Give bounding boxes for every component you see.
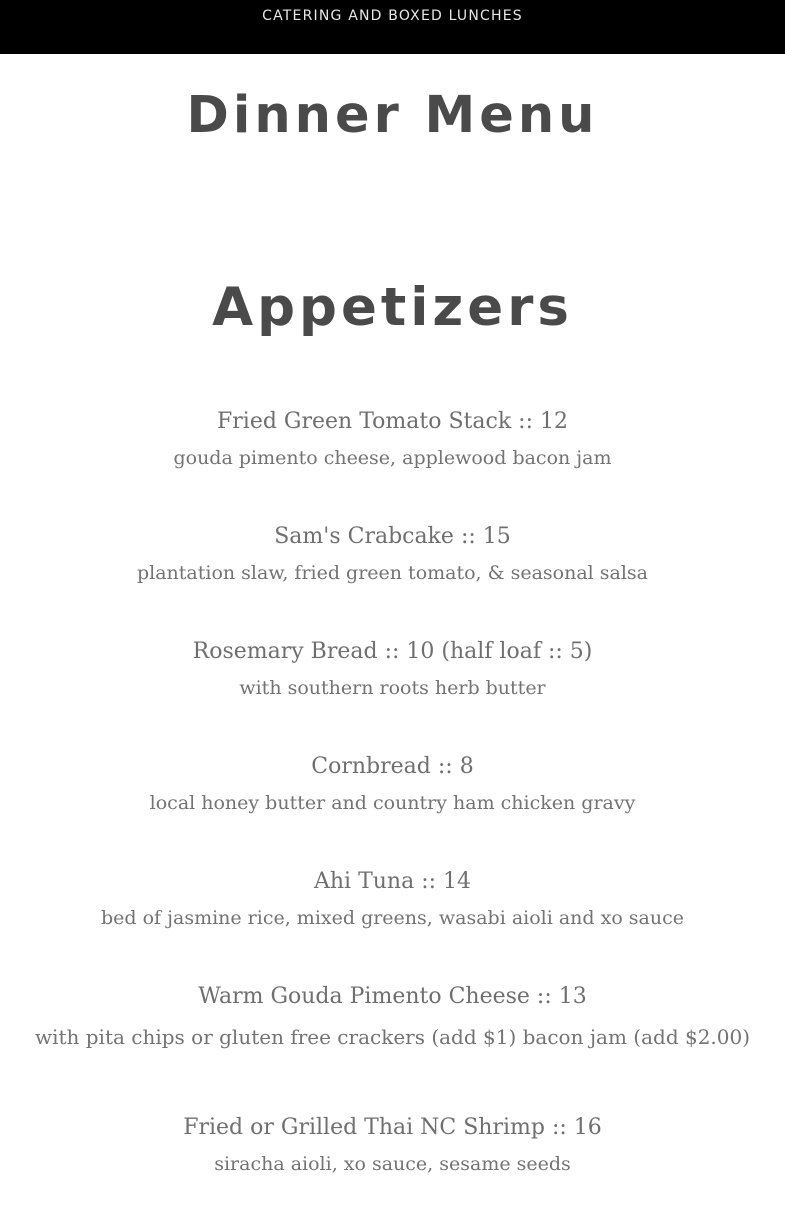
menu-item-sams-crabcake [0,519,785,634]
menu-item-rosemary-bread [0,634,785,749]
catering-boxed-lunches-link[interactable]: CATERING AND BOXED LUNCHES [262,8,523,24]
menu-item-name: Cornbread :: 8 [311,754,474,779]
menu-item-name: Fried Green Tomato Stack :: 12 [217,409,568,434]
menu-item-description: siracha aioli, xo sauce, sesame seeds [214,1153,571,1175]
page-title: Dinner Menu [186,86,599,145]
menu-item-cornbread [0,749,785,864]
menu-item-name: Fried or Grilled Thai NC Shrimp :: 16 [183,1115,602,1140]
menu-item-description: plantation slaw, fried green tomato, & seasonal salsa [136,562,649,584]
menu-item-thai-nc-shrimp [0,1110,785,1225]
menu-item-name: Rosemary Bread :: 10 (half loaf :: 5) [192,639,593,664]
appetizers-menu-list [0,404,785,1225]
menu-item-fried-green-tomato-stack [0,404,785,519]
menu-item-name: Warm Gouda Pimento Cheese :: 13 [198,984,587,1009]
top-bar [0,0,785,54]
menu-item-description: with pita chips or gluten free crackers (add $1) bacon jam (add $2.00) [34,1025,751,1049]
menu-item-ahi-tuna [0,864,785,979]
menu-item-name: Sam's Crabcake :: 15 [274,524,511,549]
menu-item-description: gouda pimento cheese, applewood bacon jam [173,447,612,469]
menu-item-name: Ahi Tuna :: 14 [313,869,472,894]
menu-item-description: with southern roots herb butter [239,677,546,699]
menu-item-description: bed of jasmine rice, mixed greens, wasabi aioli and xo sauce [100,907,685,929]
section-title-appetizers: Appetizers [212,277,573,338]
menu-item-description: local honey butter and country ham chicken gravy [149,792,636,814]
menu-item-warm-gouda-pimento-cheese [0,979,785,1110]
